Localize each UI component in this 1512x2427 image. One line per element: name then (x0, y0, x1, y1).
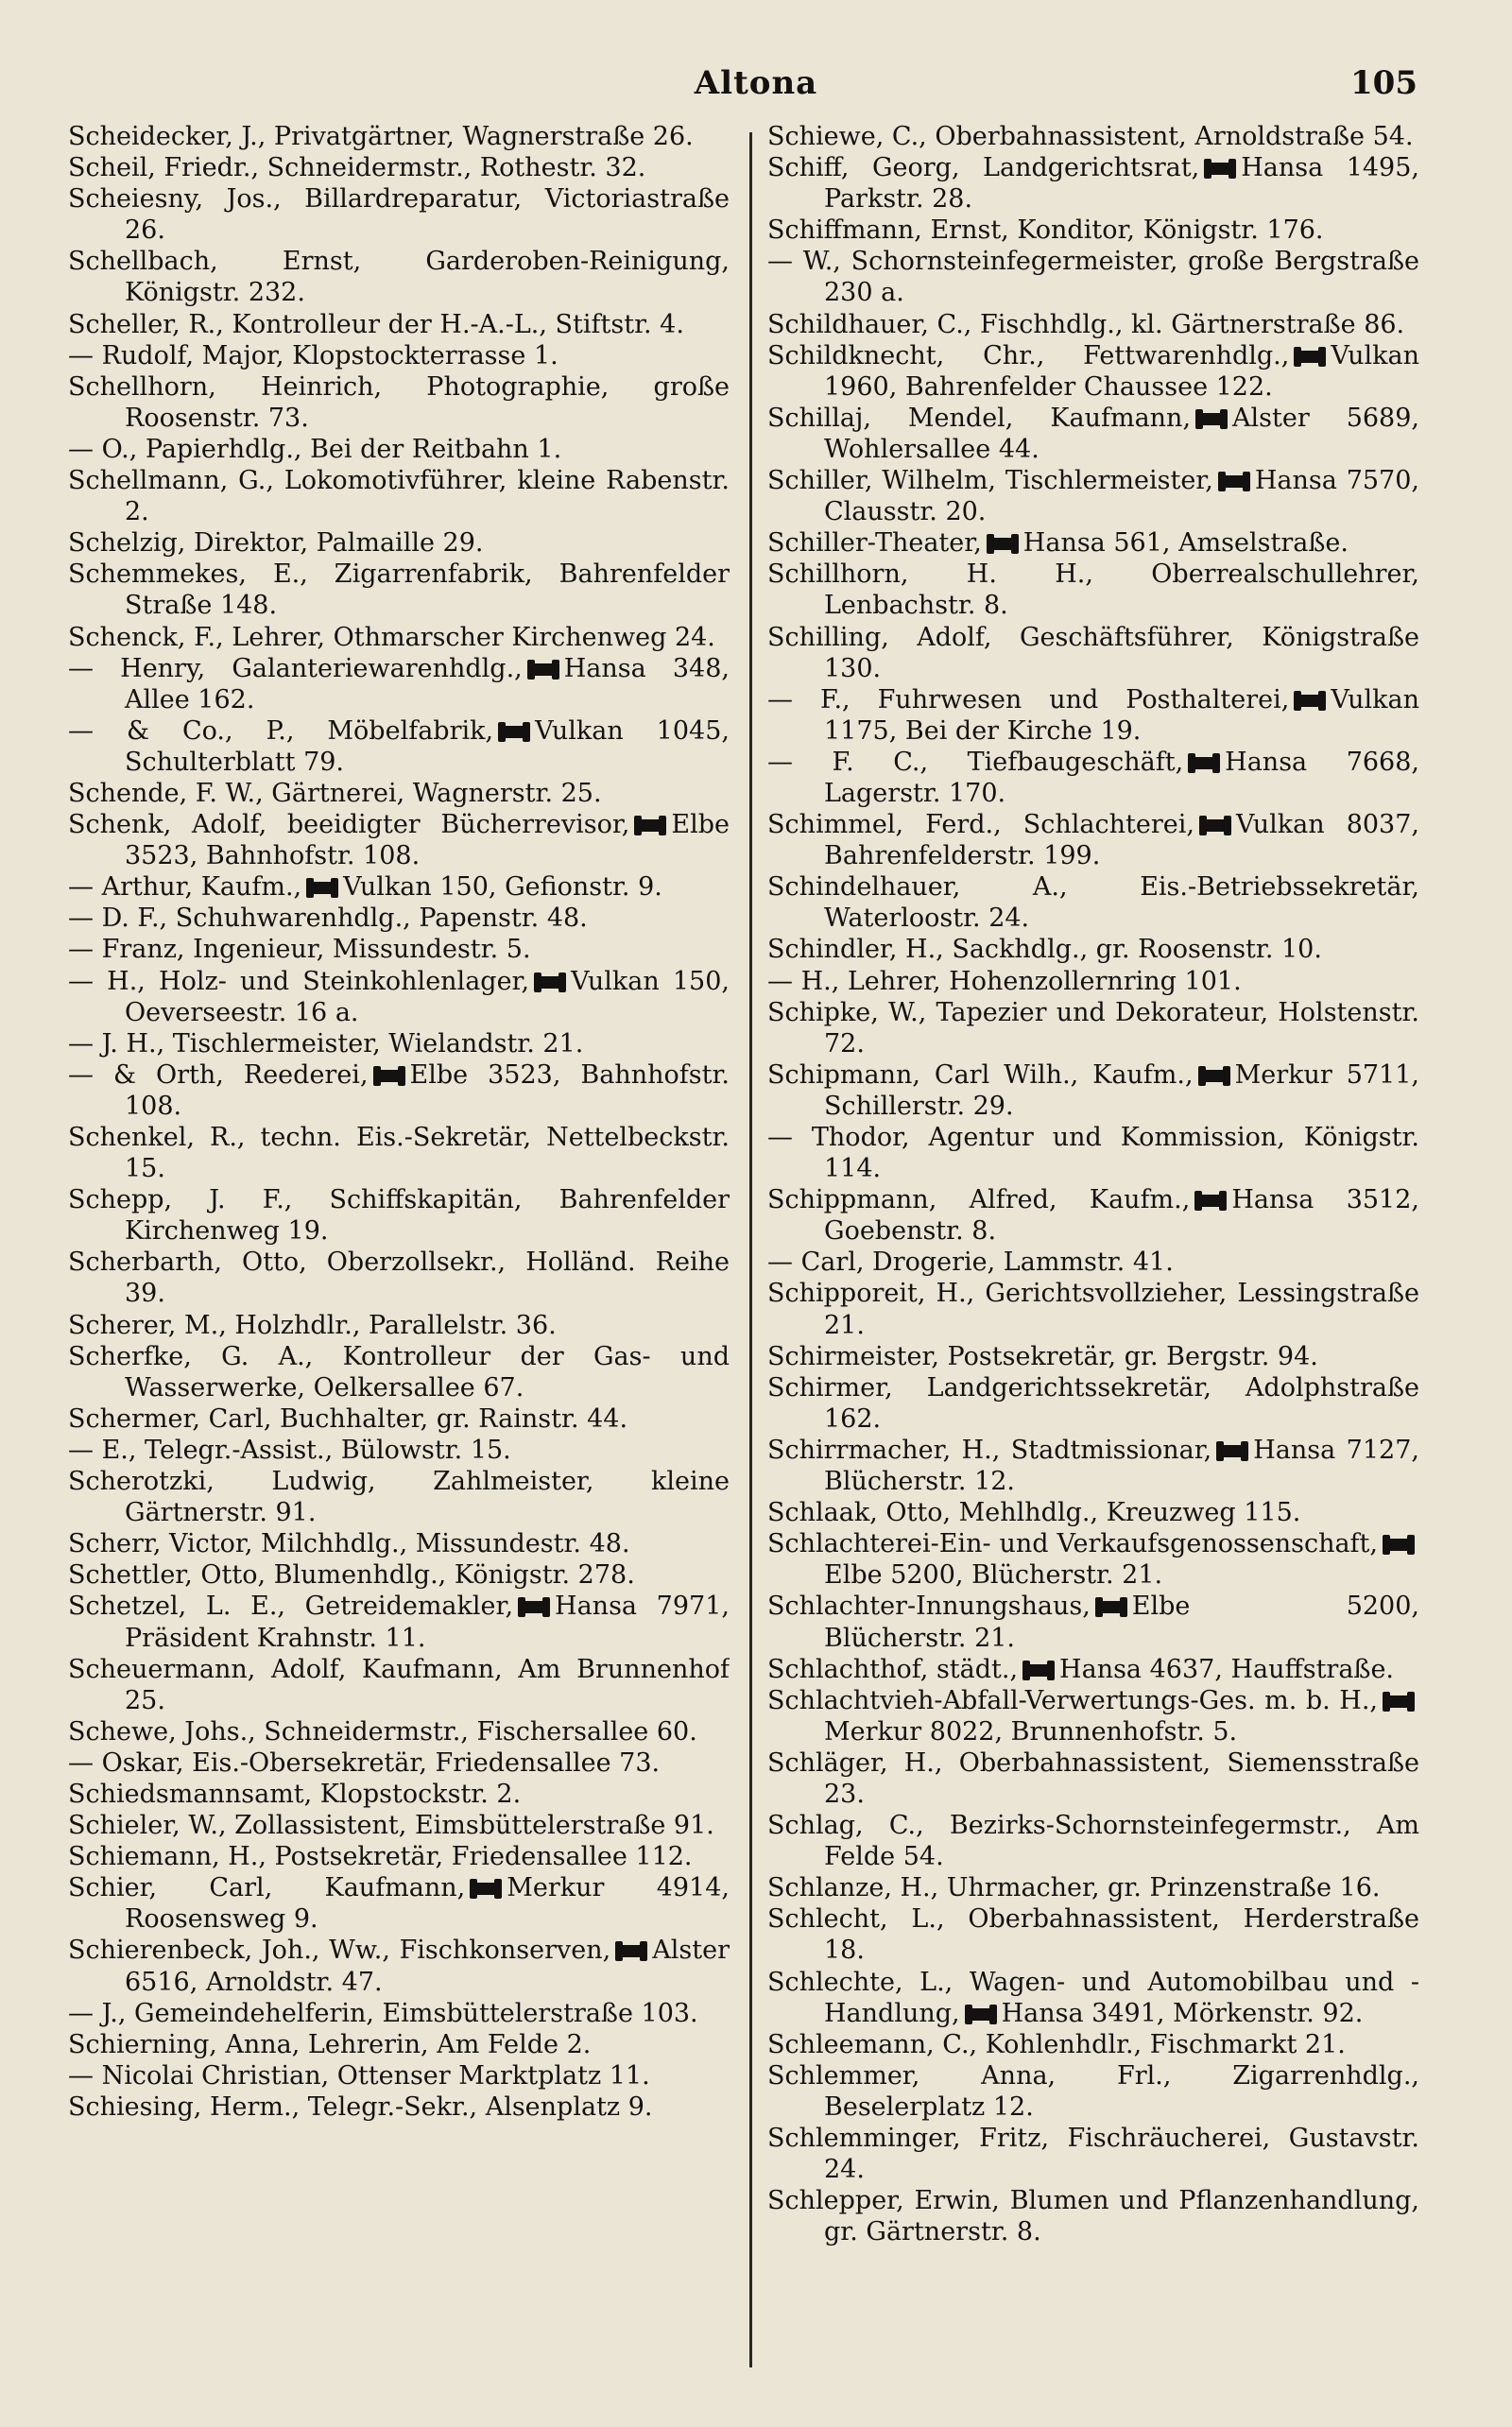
directory-entry (68, 1122, 730, 1184)
entry-text: Schlecht, L., Oberbahnassistent, Herderstraße 18. (767, 1904, 1419, 1966)
directory-entry (68, 434, 730, 465)
directory-entry (767, 465, 1419, 527)
directory-entry (767, 934, 1419, 965)
telephone-icon (968, 2008, 994, 2021)
telephone-icon (618, 1945, 644, 1957)
entry-text: Schlaak, Otto, Mehlhdlg., Kreuzweg 115. (767, 1498, 1301, 1528)
directory-entry (767, 1059, 1419, 1122)
directory-entry (767, 403, 1419, 465)
entry-text: Schiedsmannsamt, Klopstockstr. 2. (68, 1779, 522, 1809)
entry-phone-address: Vulkan 1960, Bahrenfelder Chaussee 122. (824, 340, 1419, 402)
directory-entry (68, 1591, 730, 1653)
directory-entry (68, 2029, 730, 2060)
entry-text: — J., Gemeindehelferin, Eimsbüttelerstraße 103. (68, 1998, 698, 2028)
telephone-icon (376, 1070, 403, 1082)
directory-entry (68, 1247, 730, 1309)
telephone-icon (521, 1601, 547, 1613)
directory-entry (68, 1310, 730, 1341)
directory-entry (767, 1184, 1419, 1247)
entry-text: Schlepper, Erwin, Blumen und Pflanzenhandlung, gr. Gärtnerstr. 8. (767, 2186, 1419, 2247)
directory-entry (68, 152, 730, 183)
entry-text: Scheller, R., Kontrolleur der H.-A.-L., Stiftstr. 4. (68, 309, 684, 339)
entry-text: Schierning, Anna, Lehrerin, Am Felde 2. (68, 2029, 592, 2059)
entry-phone-address: Hansa 7570, Clausstr. 20. (824, 466, 1419, 527)
entry-text: Schiemann, H., Postsekretär, Friedensallee 112. (68, 1842, 693, 1872)
entry-text: Schirmeister, Postsekretär, gr. Bergstr. 94. (767, 1341, 1318, 1371)
entry-text: Schemmekes, E., Zigarrenfabrik, Bahrenfelder Straße 148. (68, 559, 730, 621)
directory-entry (767, 559, 1419, 621)
entry-text: Schlemmer, Anna, Frl., Zigarrenhdlg., Beselerplatz 12. (767, 2060, 1419, 2122)
directory-entry (68, 1810, 730, 1841)
entry-text: Scherer, M., Holzhdlr., Parallelstr. 36. (68, 1310, 557, 1340)
entry-phone-address: Vulkan 1175, Bei der Kirche 19. (824, 684, 1419, 746)
directory-entry (68, 1184, 730, 1247)
entry-text: — E., Telegr.-Assist., Bülowstr. 15. (68, 1435, 511, 1465)
directory-entry (68, 1654, 730, 1716)
entry-text: — Rudolf, Major, Klopstockterrasse 1. (68, 340, 558, 370)
entry-text: — Thodor, Agentur und Kommission, Königstr. 114. (767, 1123, 1419, 1184)
entry-text: Schetzel, L. E., Getreidemakler, (68, 1592, 514, 1622)
entry-text: Schildknecht, Chr., Fettwarenhdlg., (767, 340, 1290, 370)
directory-entry (68, 1341, 730, 1403)
entry-phone-address: Hansa 3491, Mörkenstr. 92. (1001, 1998, 1364, 2028)
entry-text: Schieler, W., Zollassistent, Eimsbüttelerstraße 91. (68, 1811, 714, 1841)
entry-text: Schepp, J. F., Schiffskapitän, Bahrenfelder Kirchenweg 19. (68, 1185, 730, 1247)
directory-entry (767, 1591, 1419, 1653)
entry-phone-address: Vulkan 150, Oeverseestr. 16 a. (125, 966, 730, 1027)
telephone-icon (309, 882, 335, 894)
directory-entry (767, 309, 1419, 340)
entry-text: Schipmann, Carl Wilh., Kaufm., (767, 1059, 1194, 1090)
directory-entry (68, 1528, 730, 1559)
entry-text: Schimmel, Ferd., Schlachterei, (767, 810, 1194, 840)
entry-text: — O., Papierhdlg., Bei der Reitbahn 1. (68, 434, 562, 464)
directory-entry (68, 2091, 730, 2123)
directory-entry (767, 966, 1419, 997)
entry-text: Schillhorn, H. H., Oberrealschullehrer, Lenbachstr. 8. (767, 559, 1419, 621)
directory-entry (68, 1779, 730, 1810)
entry-phone-address: Hansa 7127, Blücherstr. 12. (824, 1435, 1419, 1497)
entry-phone-address: Vulkan 8037, Bahrenfelderstr. 199. (824, 810, 1419, 871)
entry-phone-address: Elbe 3523, Bahnhofstr. 108. (125, 1059, 730, 1121)
entry-phone-address: Alster 6516, Arnoldstr. 47. (125, 1936, 730, 1997)
entry-text: Scheiesny, Jos., Billardreparatur, Victoriastraße 26. (68, 184, 730, 246)
directory-entry (767, 1872, 1419, 1903)
entry-text: Schenck, F., Lehrer, Othmarscher Kirchenweg 24. (68, 622, 715, 652)
telephone-icon (1201, 1070, 1228, 1082)
directory-entry (767, 809, 1419, 871)
directory-entry (767, 1341, 1419, 1372)
directory-entry (767, 1497, 1419, 1528)
entry-text: Schlag, C., Bezirks-Schornsteinfegermstr., Am Felde 54. (767, 1811, 1419, 1872)
entry-text: — W., Schornsteinfegermeister, große Bergstraße 230 a. (767, 247, 1419, 308)
directory-entry (767, 1122, 1419, 1184)
entry-phone-address: Vulkan 150, Gefionstr. 9. (343, 872, 662, 903)
entry-text: Scherbarth, Otto, Oberzollsekr., Holländ. Reihe 39. (68, 1248, 730, 1309)
directory-entry (767, 622, 1419, 684)
entry-text: Schillaj, Mendel, Kaufmann, (767, 403, 1192, 433)
directory-entry (68, 340, 730, 371)
directory-entry (767, 684, 1419, 747)
directory-entry (68, 1872, 730, 1935)
telephone-icon (537, 976, 563, 989)
telephone-icon (1297, 351, 1323, 363)
entry-text: Schellmann, G., Lokomotivführer, kleine Rabenstr. 2. (68, 466, 730, 527)
entry-phone-address: Hansa 348, Allee 162. (125, 653, 730, 714)
directory-entry (767, 1967, 1419, 2029)
entry-text: Schläger, H., Oberbahnassistent, Siemensstraße 23. (767, 1747, 1419, 1809)
telephone-icon (1098, 1601, 1125, 1613)
directory-entry (68, 1935, 730, 1997)
directory-entry (68, 2060, 730, 2091)
entry-text: Scheil, Friedr., Schneidermstr., Rothestr. 32. (68, 153, 646, 183)
entry-text: Schiller-Theater, (767, 528, 982, 559)
entry-phone-address: Hansa 561, Amselstraße. (1022, 528, 1349, 559)
directory-entry (767, 2123, 1419, 2185)
entry-text: Schlechte, L., Wagen- und Automobilbau und -Handlung, (767, 1967, 1419, 2028)
entry-phone-address: Alster 5689, Wohlersallee 44. (824, 403, 1419, 464)
entry-text: Scherotzki, Ludwig, Zahlmeister, kleine Gärtnerstr. 91. (68, 1467, 730, 1528)
entry-text: — F., Fuhrwesen und Posthalterei, (767, 684, 1290, 714)
directory-entry (767, 2060, 1419, 2123)
entry-text: Schiff, Georg, Landgerichtsrat, (767, 153, 1200, 183)
column-divider (749, 132, 752, 2367)
directory-entry (767, 1247, 1419, 1278)
entry-text: Schellbach, Ernst, Garderoben-Reinigung, Königstr. 232. (68, 247, 730, 308)
left-column (68, 121, 730, 2123)
entry-text: Schiesing, Herm., Telegr.-Sekr., Alsenplatz 9. (68, 2091, 653, 2122)
directory-entry (68, 527, 730, 559)
directory-entry (767, 1278, 1419, 1340)
telephone-icon (1297, 695, 1323, 707)
entry-text: Scheuermann, Adolf, Kaufmann, Am Brunnenhof 25. (68, 1654, 730, 1715)
entry-text: Schlachter-Innungshaus, (767, 1592, 1091, 1622)
directory-entry (767, 246, 1419, 308)
entry-text: — Oskar, Eis.-Obersekretär, Friedensallee 73. (68, 1747, 661, 1778)
entry-phone-address: Merkur 4914, Roosensweg 9. (125, 1873, 730, 1935)
entry-text: Schlachterei-Ein- und Verkaufsgenossenschaft, (767, 1529, 1378, 1559)
directory-entry (767, 1810, 1419, 1872)
entry-text: — H., Lehrer, Hohenzollernring 101. (767, 966, 1242, 996)
directory-entry (767, 2185, 1419, 2247)
entry-text: Schipke, W., Tapezier und Dekorateur, Holstenstr. 72. (767, 997, 1419, 1059)
entry-phone-address: Hansa 7971, Präsident Krahnstr. 11. (125, 1592, 730, 1653)
entry-text: Schiffmann, Ernst, Konditor, Königstr. 176. (767, 215, 1324, 246)
entry-text: Schelzig, Direktor, Palmaille 29. (68, 528, 484, 559)
entry-text: Schlanze, H., Uhrmacher, gr. Prinzenstraße 16. (767, 1873, 1381, 1903)
entry-text: — Arthur, Kaufm., (68, 872, 302, 903)
directory-entry (68, 778, 730, 809)
entry-text: Schipporeit, H., Gerichtsvollzieher, Lessingstraße 21. (767, 1279, 1419, 1340)
entry-text: Schlemminger, Fritz, Fischräucherei, Gustavstr. 24. (767, 2124, 1419, 2185)
entry-text: Schermer, Carl, Buchhalter, gr. Rainstr. 44. (68, 1403, 628, 1434)
entry-text: — & Orth, Reederei, (68, 1059, 369, 1090)
directory-entry (767, 1435, 1419, 1497)
entry-text: Schenkel, R., techn. Eis.-Sekretär, Nettelbeckstr. 15. (68, 1123, 730, 1184)
directory-entry (68, 1466, 730, 1528)
entry-phone-address: Elbe 3523, Bahnhofstr. 108. (125, 810, 730, 871)
entry-phone-address: Vulkan 1045, Schulterblatt 79. (125, 715, 730, 777)
directory-entry (68, 715, 730, 778)
telephone-icon (501, 726, 527, 738)
telephone-icon (1202, 819, 1228, 832)
entry-text: — Henry, Galanteriewarenhdlg., (68, 653, 523, 683)
entry-text: Schlachtvieh-Abfall-Verwertungs-Ges. m. b. H., (767, 1685, 1378, 1715)
entry-phone-address: Hansa 1495, Parkstr. 28. (824, 153, 1419, 215)
entry-text: — D. F., Schuhwarenhdlg., Papenstr. 48. (68, 904, 588, 934)
directory-entry (68, 309, 730, 340)
telephone-icon (1221, 475, 1247, 488)
directory-entry (68, 1716, 730, 1747)
directory-entry (68, 966, 730, 1028)
telephone-icon (1198, 413, 1225, 425)
entry-text: Schindelhauer, A., Eis.-Betriebssekretär, Waterloostr. 24. (767, 872, 1419, 934)
directory-entry (767, 2029, 1419, 2060)
directory-entry (68, 1998, 730, 2029)
directory-entry (767, 121, 1419, 152)
directory-entry (68, 903, 730, 934)
entry-phone-address: Merkur 5711, Schillerstr. 29. (824, 1059, 1419, 1121)
directory-entry (767, 1372, 1419, 1435)
directory-entry (68, 1841, 730, 1872)
entry-text: Schindler, H., Sackhdlg., gr. Roosenstr. 10. (767, 935, 1322, 965)
directory-entry (68, 183, 730, 246)
telephone-icon (1385, 1539, 1412, 1551)
directory-entry (68, 653, 730, 715)
page-number: 105 (1350, 64, 1418, 102)
directory-entry (767, 1685, 1419, 1747)
directory-entry (68, 465, 730, 527)
entry-text: Schewe, Johs., Schneidermstr., Fischersallee 60. (68, 1716, 697, 1747)
directory-entry (767, 747, 1419, 809)
entry-text: Schenk, Adolf, beeidigter Bücherrevisor, (68, 810, 630, 840)
entry-text: — H., Holz- und Steinkohlenlager, (68, 966, 530, 996)
directory-entry (68, 1559, 730, 1591)
entry-text: — Franz, Ingenieur, Missundestr. 5. (68, 935, 531, 965)
telephone-icon (1025, 1664, 1052, 1677)
directory-entry (767, 527, 1419, 559)
directory-entry (68, 1747, 730, 1779)
telephone-icon (1191, 757, 1217, 769)
entry-phone-address: Elbe 5200, Blücherstr. 21. (824, 1592, 1419, 1653)
directory-entry (68, 1435, 730, 1466)
directory-entry (767, 1654, 1419, 1685)
directory-entry (68, 809, 730, 871)
entry-text: Schierenbeck, Joh., Ww., Fischkonserven, (68, 1936, 611, 1966)
entry-text: — F. C., Tiefbaugeschäft, (767, 747, 1184, 777)
telephone-icon (989, 538, 1016, 550)
directory-entry (767, 871, 1419, 934)
entry-phone-address: Hansa 7668, Lagerstr. 170. (824, 747, 1419, 808)
entry-text: Schirmer, Landgerichtssekretär, Adolphstraße 162. (767, 1372, 1419, 1434)
directory-entry (68, 559, 730, 621)
directory-entry (68, 121, 730, 152)
telephone-icon (1197, 1195, 1224, 1207)
directory-entry (68, 1028, 730, 1059)
entry-text: — Carl, Drogerie, Lammstr. 41. (767, 1248, 1174, 1278)
entry-phone-address: Elbe 5200, Blücherstr. 21. (824, 1560, 1163, 1591)
entry-text: Schiewe, C., Oberbahnassistent, Arnoldstraße 54. (767, 122, 1414, 151)
directory-entry (68, 1403, 730, 1435)
running-head (0, 64, 1512, 112)
directory-entry (767, 1747, 1419, 1810)
entry-text: Scherr, Victor, Milchhdlg., Missundestr. 48. (68, 1529, 630, 1559)
telephone-icon (530, 663, 557, 676)
directory-entry (767, 215, 1419, 246)
entry-text: Schellhorn, Heinrich, Photographie, große Roosenstr. 73. (68, 371, 730, 433)
telephone-icon (1385, 1695, 1412, 1708)
page-title: Altona (694, 64, 818, 102)
telephone-icon (1219, 1445, 1246, 1457)
directory-entry (68, 371, 730, 434)
directory-entry (68, 1059, 730, 1122)
entry-text: Schettler, Otto, Blumenhdlg., Königstr. 278. (68, 1560, 635, 1591)
telephone-icon (1207, 163, 1233, 175)
directory-entry (767, 1903, 1419, 1966)
right-column (767, 121, 1419, 2247)
telephone-icon (637, 819, 663, 832)
entry-text: Schier, Carl, Kaufmann, (68, 1873, 466, 1903)
entry-text: Scherfke, G. A., Kontrolleur der Gas- und Wasserwerke, Oelkersallee 67. (68, 1341, 730, 1403)
entry-text: — Nicolai Christian, Ottenser Marktplatz 11. (68, 2060, 650, 2091)
directory-entry (767, 152, 1419, 215)
directory-entry (767, 340, 1419, 403)
directory-entry (767, 1528, 1419, 1591)
entry-text: Schippmann, Alfred, Kaufm., (767, 1185, 1191, 1215)
entry-text: — & Co., P., Möbelfabrik, (68, 715, 494, 746)
entry-text: Schende, F. W., Gärtnerei, Wagnerstr. 25. (68, 778, 602, 808)
entry-phone-address: Hansa 4637, Hauffstraße. (1059, 1654, 1395, 1684)
entry-phone-address: Merkur 8022, Brunnenhofstr. 5. (824, 1716, 1238, 1747)
directory-entry (767, 997, 1419, 1059)
directory-entry (68, 934, 730, 965)
entry-text: Schleemann, C., Kohlenhdlr., Fischmarkt 21. (767, 2029, 1346, 2059)
directory-entry (68, 871, 730, 903)
entry-phone-address: Hansa 3512, Goebenstr. 8. (824, 1185, 1419, 1247)
entry-text: Schildhauer, C., Fischhdlg., kl. Gärtnerstraße 86. (767, 309, 1405, 339)
telephone-icon (472, 1883, 499, 1895)
directory-entry (68, 622, 730, 653)
entry-text: Schlachthof, städt., (767, 1654, 1019, 1684)
directory-entry (68, 246, 730, 308)
entry-text: Schilling, Adolf, Geschäftsführer, Königstraße 130. (767, 622, 1419, 683)
entry-text: Schiller, Wilhelm, Tischlermeister, (767, 466, 1213, 496)
entry-text: Scheidecker, J., Privatgärtner, Wagnerstraße 26. (68, 122, 694, 151)
entry-text: — J. H., Tischlermeister, Wielandstr. 21. (68, 1028, 584, 1059)
entry-text: Schirrmacher, H., Stadtmissionar, (767, 1435, 1212, 1465)
